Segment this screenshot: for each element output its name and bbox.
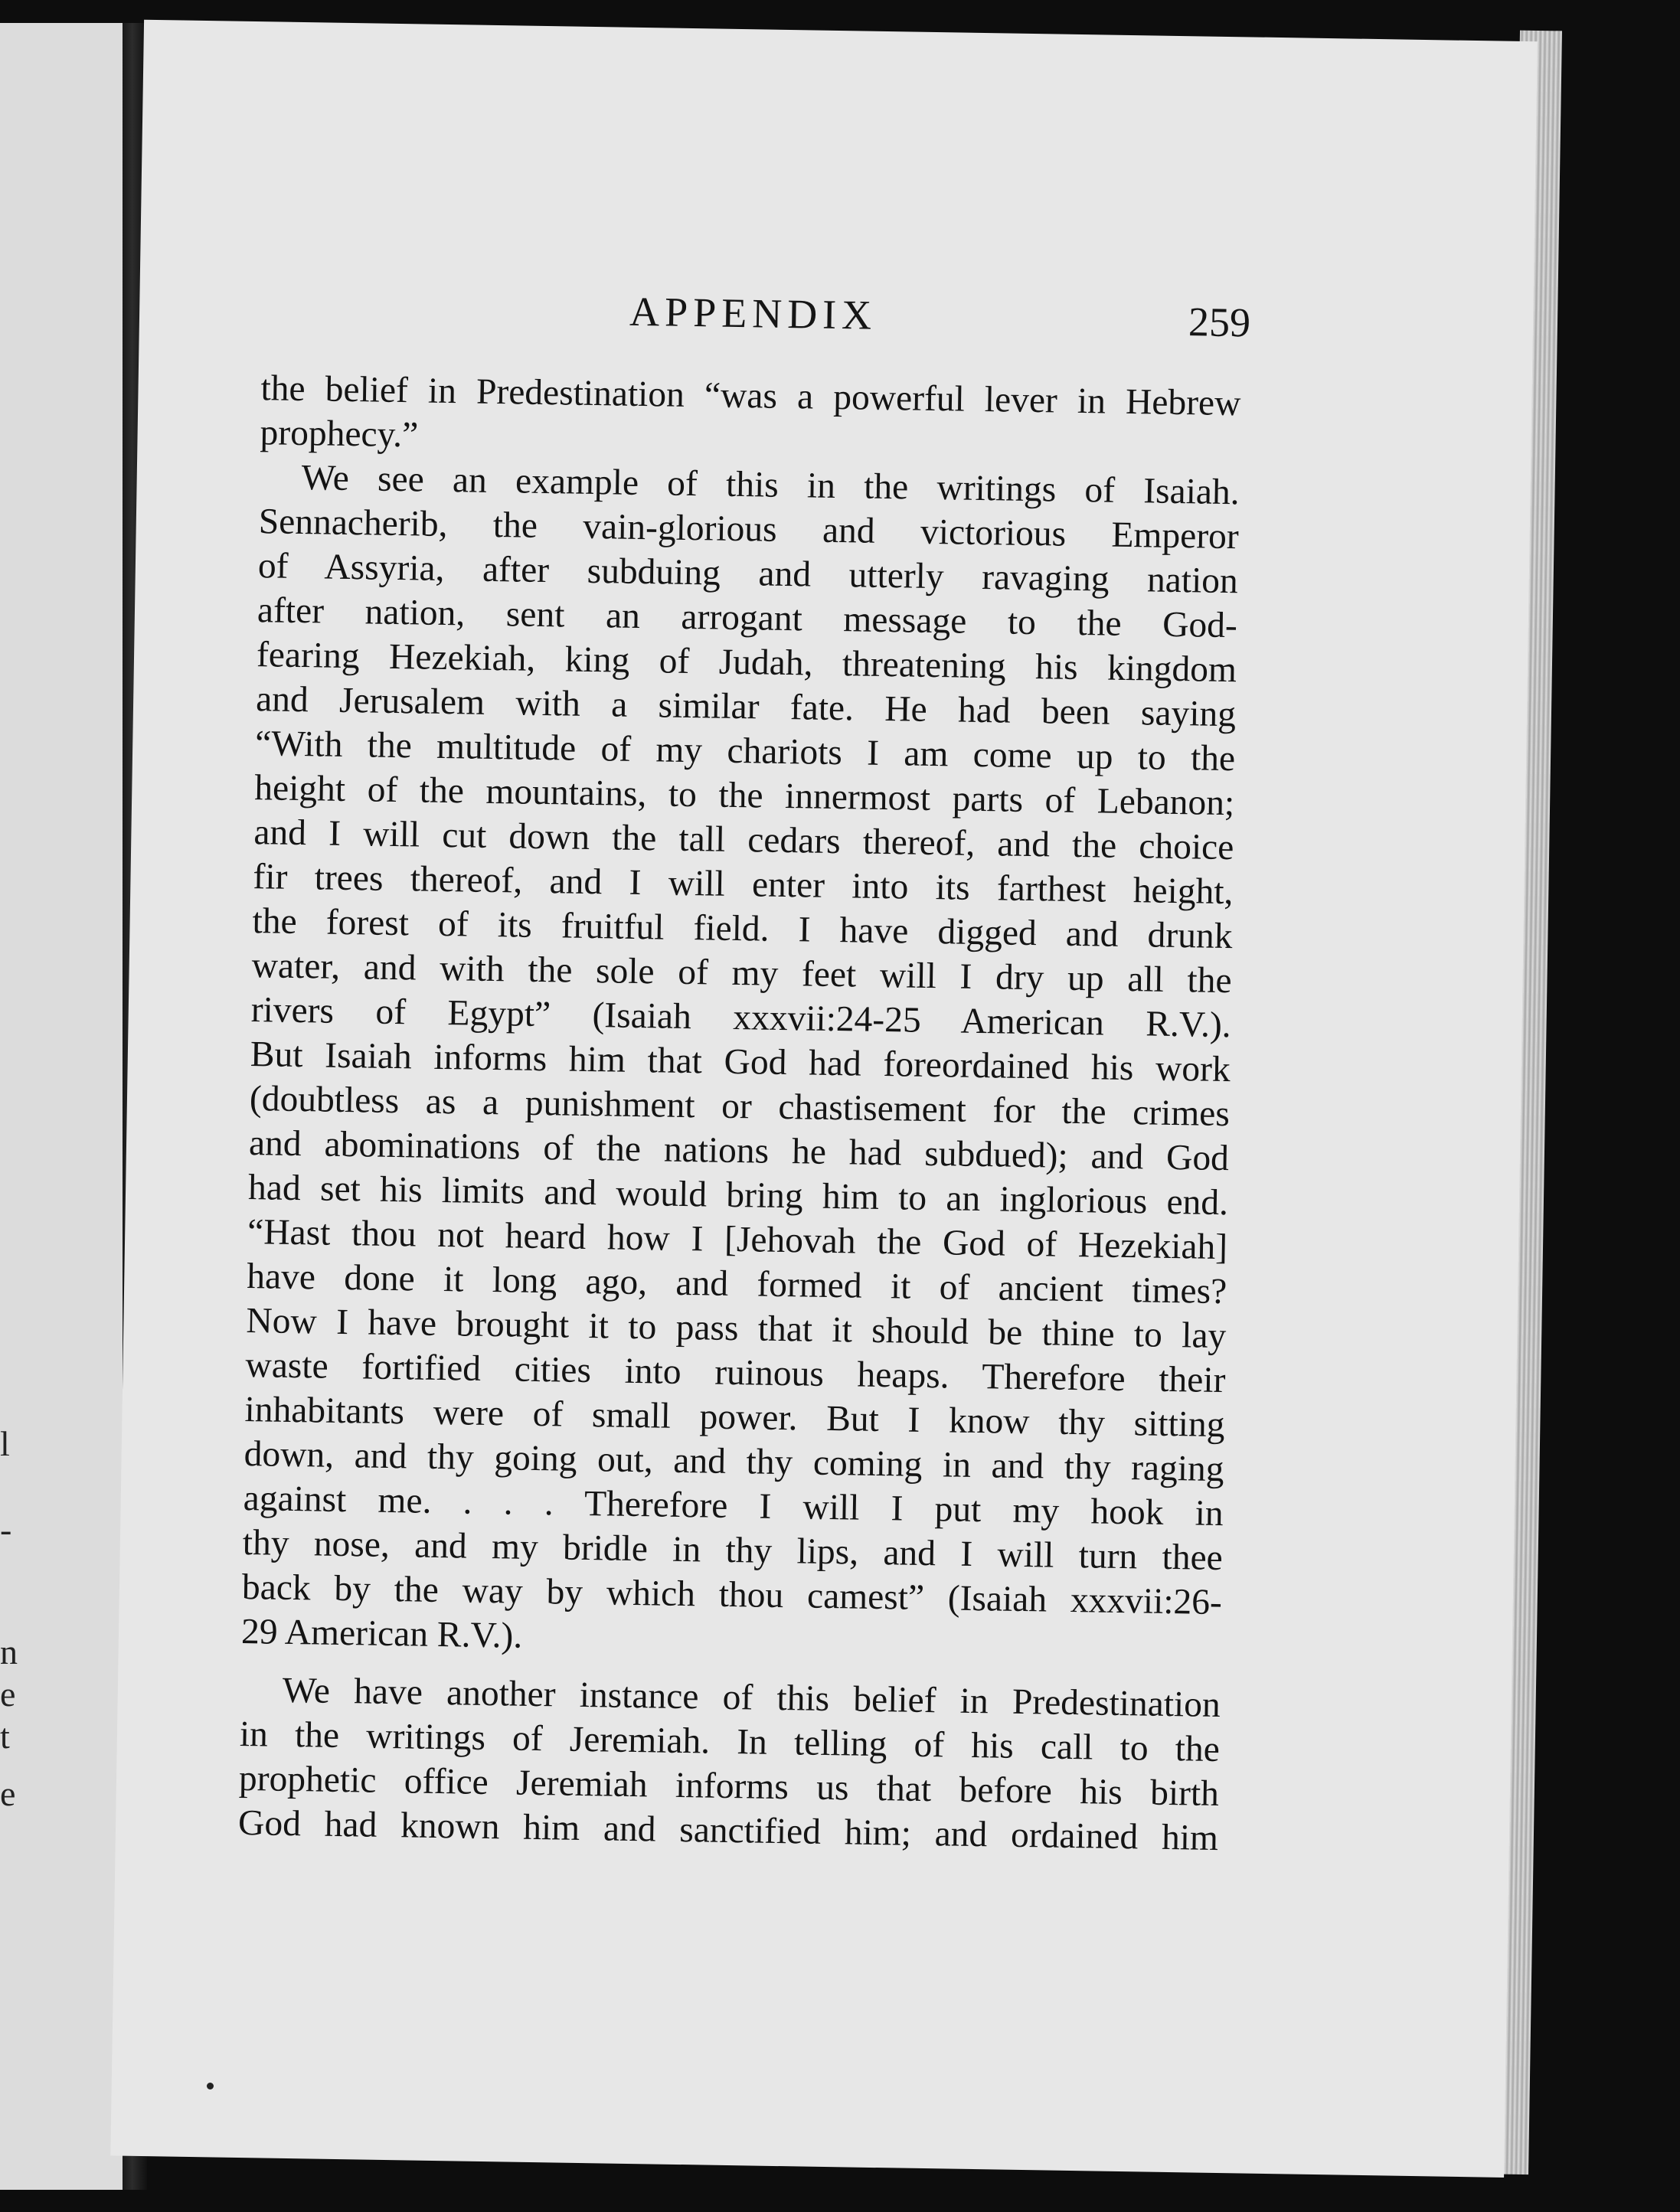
text-line: height of the mountains, to the innermost parts of Lebanon;: [253, 768, 1235, 824]
text-line: thy nose, and my bridle in thy lips, and I will turn thee: [242, 1522, 1224, 1579]
text-line: have done it long ago, and formed it of ancient times?: [246, 1256, 1227, 1312]
body-text: [238, 366, 1241, 1861]
text-line: the forest of its fruitful field. I have digged and drunk: [252, 901, 1233, 957]
text-line: prophecy.”: [260, 413, 419, 456]
text-line: But Isaiah informs him that God had foreordained his work: [250, 1034, 1231, 1090]
text-line: fearing Hezekiah, king of Judah, threatening his kingdom: [256, 635, 1237, 691]
facing-page-text-fragment: t: [0, 1717, 10, 1756]
text-line: in the writings of Jeremiah. In telling of his call to the: [239, 1714, 1221, 1770]
text-line: and abominations of the nations he had subdued); and God: [248, 1123, 1230, 1179]
text-line: against me. . . . Therefore I will I put my hook in: [243, 1478, 1224, 1534]
running-head: APPENDIX: [629, 288, 878, 338]
text-line: God had known him and sanctified him; and ordained him: [237, 1802, 1219, 1859]
facing-page: [0, 23, 129, 2190]
stray-ink-dot: [207, 2083, 214, 2089]
paragraph: [260, 366, 1241, 470]
text-line: “Hast thou not heard how I [Jehovah the God of Hezekiah]: [247, 1212, 1228, 1268]
facing-page-text-fragment: -: [0, 1510, 12, 1549]
text-line: prophetic office Jeremiah informs us that before his birth: [238, 1758, 1220, 1815]
text-line: Sennacherib, the vain-glorious and victorious Emperor: [258, 502, 1240, 557]
text-line: fir trees thereof, and I will enter into its farthest height,: [253, 857, 1234, 913]
text-line: of Assyria, after subduing and utterly ravaging nation: [257, 546, 1239, 602]
text-line: (doubtless as a punishment or chastisement for the crimes: [249, 1079, 1231, 1135]
text-line: back by the way by which thou camest” (Isaiah xxxvii:26-: [241, 1567, 1223, 1623]
page-number: 259: [1188, 299, 1251, 346]
text-line: water, and with the sole of my feet will I dry up all the: [251, 946, 1232, 1001]
text-line: and I will cut down the tall cedars thereof, and the choice: [253, 812, 1234, 868]
text-line: rivers of Egypt” (Isaiah xxxvii:24-25 American R.V.).: [250, 990, 1232, 1046]
text-line: 29 American R.V.).: [240, 1611, 523, 1656]
book-page: [110, 20, 1538, 2178]
text-line: “With the multitude of my chariots I am come up to the: [254, 724, 1236, 779]
paragraph: [241, 455, 1240, 1669]
paragraph: [238, 1668, 1221, 1861]
text-line: Now I have brought it to pass that it should be thine to lay: [246, 1301, 1227, 1357]
text-line: and Jerusalem with a similar fate. He had been saying: [255, 679, 1237, 735]
text-line: We see an example of this in the writings of Isaiah.: [301, 458, 1240, 513]
facing-page-text-fragment: l: [0, 1424, 10, 1463]
facing-page-text-fragment: n: [0, 1632, 18, 1671]
text-line: inhabitants were of small power. But I know thy sitting: [244, 1389, 1225, 1446]
text-line: after nation, sent an arrogant message to the God-: [257, 590, 1238, 646]
text-line: the belief in Predestination “was a powerful lever in Hebrew: [260, 368, 1241, 424]
text-line: down, and thy going out, and thy coming in and thy raging: [244, 1433, 1224, 1490]
text-line: We have another instance of this belief in Predestination: [282, 1670, 1221, 1726]
text-line: waste fortified cities into ruinous heaps. Therefore their: [245, 1345, 1226, 1401]
facing-page-text-fragment: e: [0, 1774, 16, 1813]
facing-page-text-fragment: e: [0, 1675, 16, 1714]
text-line: had set his limits and would bring him to an inglorious end.: [247, 1168, 1229, 1224]
